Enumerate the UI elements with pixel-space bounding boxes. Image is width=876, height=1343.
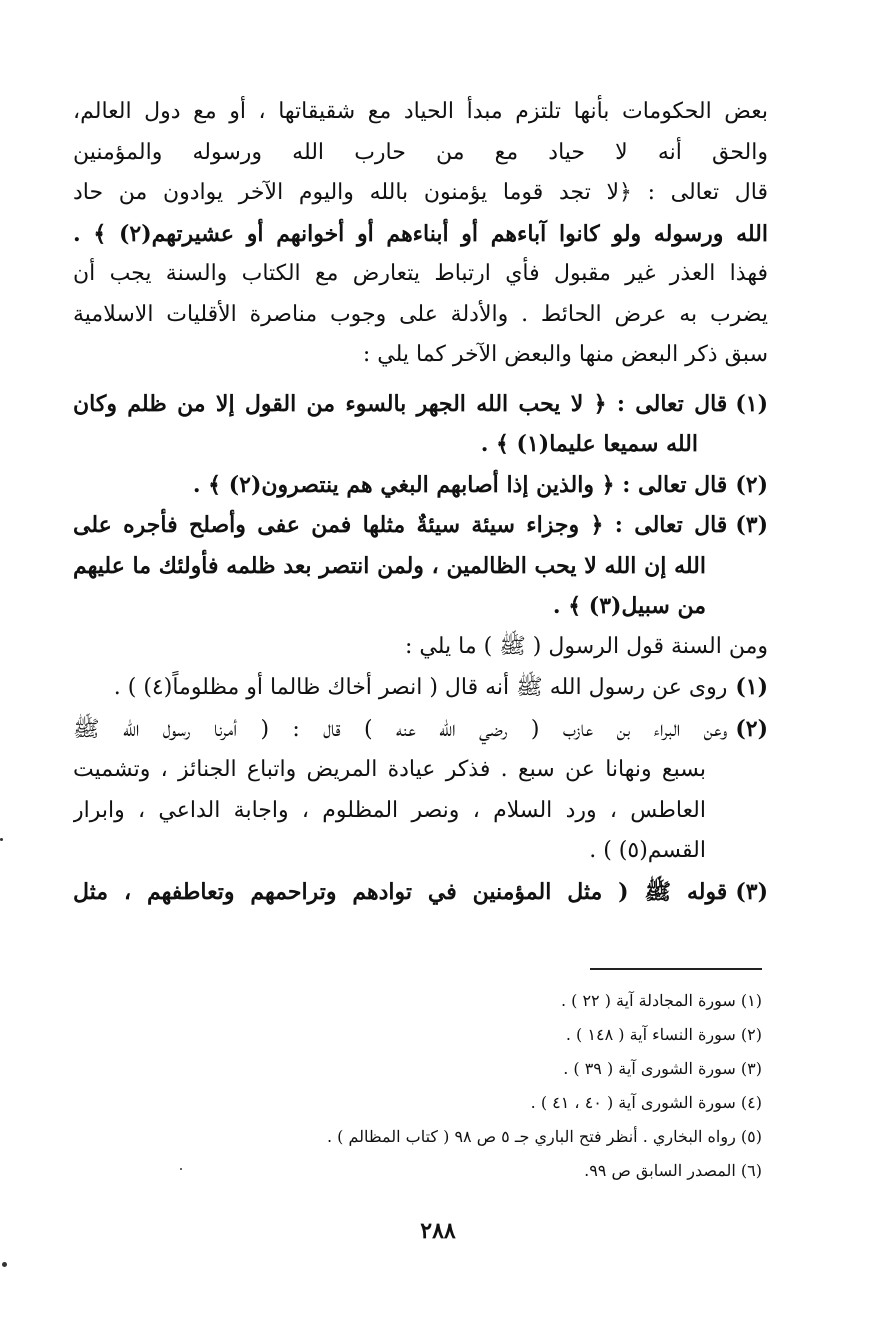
paragraph-line: بعض الحكومات بأنها تلتزم مبدأ الحياد مع شقيقاتها ، أو مع دول العالم،	[73, 99, 768, 124]
footnote: (٤) سورة الشورى آية ( ٤٠ ، ٤١ ) .	[530, 1093, 762, 1112]
list-item	[73, 505, 768, 546]
paragraph-line: قال تعالى : ﴿لا تجد قوما يؤمنون بالله واليوم الآخر يوادون من حاد	[73, 180, 768, 205]
footnote: (٥) رواه البخاري . أنظر فتح الباري جـ ٥ ص ٩٨ ( كتاب المظالم ) .	[326, 1127, 762, 1146]
paragraph-line: والحق أنه لا حياد مع من حارب الله ورسوله والمؤمنين	[73, 139, 768, 165]
list-item	[73, 872, 768, 913]
list-item-continuation: بسبع ونهانا عن سبع . فذكر عيادة المريض واتباع الجنائز ، وتشميت	[73, 757, 706, 782]
list-item	[73, 465, 768, 506]
item-number: (١)	[735, 390, 768, 417]
scan-speck	[180, 1168, 182, 1170]
footnote: (٣) سورة الشورى آية ( ٣٩ ) .	[563, 1059, 762, 1078]
paragraph-line: فهذا العذر غير مقبول فأي ارتباط يتعارض مع الكتاب والسنة يجب أن	[73, 261, 768, 286]
list-item-continuation: الله إن الله لا يحب الظالمين ، ولمن انتصر بعد ظلمه فأولئك ما عليهم	[73, 552, 706, 579]
item-number: (٢)	[735, 715, 768, 742]
scan-speck	[2, 1262, 7, 1267]
list-item	[73, 384, 768, 425]
page-body	[73, 92, 768, 912]
sunnah-evidence-list	[73, 667, 768, 912]
sunnah-intro: ومن السنة قول الرسول ( ﷺ ) ما يلي :	[405, 633, 768, 659]
paragraph-line: سبق ذكر البعض منها والبعض الآخر كما يلي :	[362, 342, 768, 367]
item-text: قال تعالى : ﴿ وجزاء سيئة سيئةٌ مثلها فمن عفى وأصلح فأجره على	[73, 512, 728, 538]
list-item	[73, 709, 768, 751]
list-item-continuation: القسم(٥) ) .	[589, 838, 706, 863]
list-item-continuation: من سبيل(٣) ﴾ .	[552, 593, 706, 619]
item-text: قال تعالى : ﴿ لا يحب الله الجهر بالسوء من القول إلا من ظلم وكان	[73, 390, 728, 417]
item-text: قوله ﷺ ( مثل المؤمنين في توادهم وتراحمهم وتعاطفهم ، مثل	[73, 878, 728, 905]
item-number: (٣)	[735, 878, 768, 905]
paragraph-line: يضرب به عرض الحائط . والأدلة على وجوب مناصرة الأقليات الاسلامية	[73, 301, 768, 327]
list-item-continuation: العاطس ، ورد السلام ، ونصر المظلوم ، واجابة الداعي ، وابرار	[73, 797, 706, 823]
footnote: (١) سورة المجادلة آية ( ٢٢ ) .	[560, 991, 762, 1010]
item-number: (١)	[735, 674, 768, 700]
item-text: روى عن رسول الله ﷺ أنه قال ( انصر أخاك ظالما أو مظلوماً(٤) ) .	[113, 675, 728, 700]
item-number: (٣)	[735, 512, 768, 538]
footnote: (٦) المصدر السابق ص ٩٩.	[584, 1161, 762, 1180]
item-number: (٢)	[735, 471, 768, 498]
paragraph-line: الله ورسوله ولو كانوا آباءهم أو أبناءهم أو أخوانهم أو عشيرتهم(٢) ﴾ .	[73, 220, 768, 247]
page-number: ٢٨٨	[420, 1218, 456, 1244]
footnote: (٢) سورة النساء آية ( ١٤٨ ) .	[565, 1025, 762, 1044]
footnotes	[202, 984, 762, 1188]
item-text: وعن البراء بن عازب ( رضي الله عنه ) قال : ( أمرنا رسول الله ﷺ	[73, 716, 728, 742]
scan-speck	[0, 838, 3, 841]
list-item-continuation: الله سميعا عليما(١) ﴾ .	[480, 431, 698, 457]
item-text: قال تعالى : ﴿ والذين إذا أصابهم البغي هم ينتصرون(٢) ﴾ .	[192, 471, 728, 498]
list-item	[73, 667, 768, 709]
footnote-divider	[590, 968, 762, 970]
quran-evidence-list	[73, 384, 768, 627]
